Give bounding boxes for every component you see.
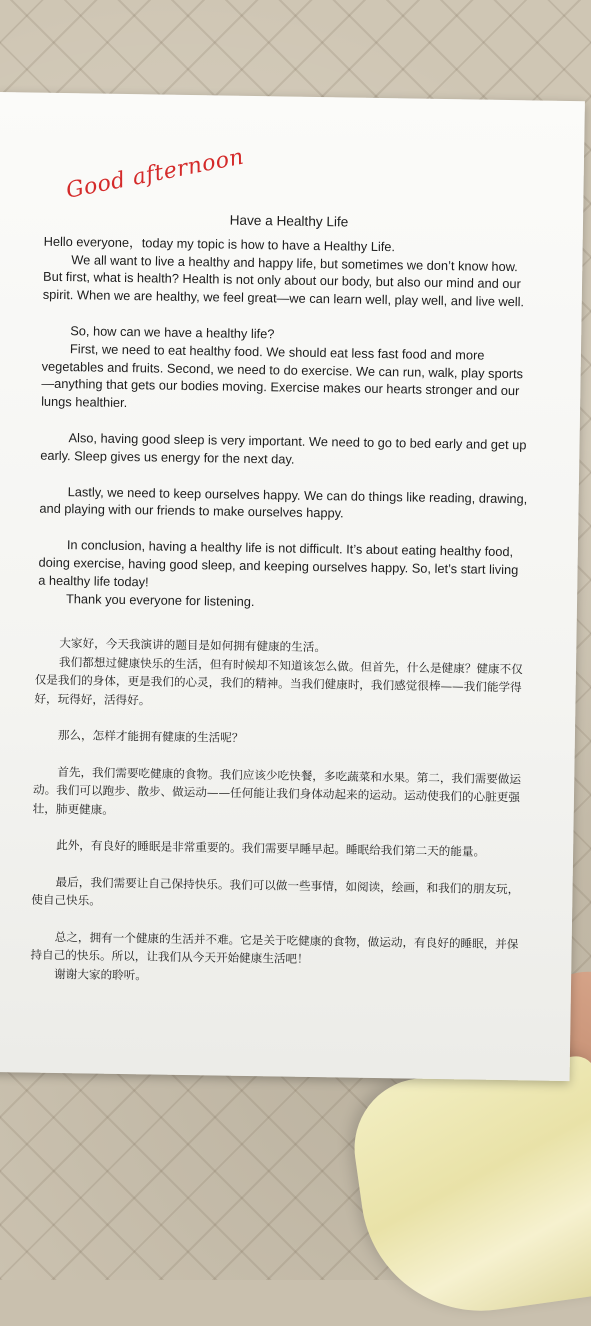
chinese-paragraph: 谢谢大家的聆听。 xyxy=(54,966,148,982)
chinese-paragraph: 大家好，今天我演讲的题目是如何拥有健康的生活。 xyxy=(59,636,327,655)
chinese-paragraph: 此外，有良好的睡眠是非常重要的。我们需要早睡早起。睡眠给我们第二天的能量。 xyxy=(56,837,486,859)
english-speech xyxy=(38,209,534,615)
english-paragraph: Thank you everyone for listening. xyxy=(65,590,255,609)
printed-sheet xyxy=(0,92,585,1081)
chinese-speech xyxy=(30,634,529,991)
english-paragraph: In conclusion, having a healthy life is not difficult. It’s about eating healthy food, doing exercise, having good sleep, and keeping ourselves happy. So, let’s start living a healthy life today! xyxy=(38,537,519,590)
handwritten-greeting: Good afternoon xyxy=(64,144,247,204)
chinese-paragraph: 总之，拥有一个健康的生活并不难。它是关于吃健康的食物，做运动，有良好的睡眠，并保持自己的快乐。所以，让我们从今天开始健康生活吧！ xyxy=(30,929,519,966)
yellow-cloth xyxy=(346,1054,591,1326)
speech-title: Have a Healthy Life xyxy=(229,212,349,230)
english-paragraph: Also, having good sleep is very important. We need to go to bed early and get up early. Sleep gives us energy for the next day. xyxy=(40,430,527,467)
english-paragraph: First, we need to eat healthy food. We should eat less fast food and more vegetables and fruits. Second, we need to do exercise. We can run, walk, play sports—anything that gets our bodies moving. Exercise makes our hearts stronger and our lungs healthier. xyxy=(41,340,524,411)
english-paragraph: Lastly, we need to keep ourselves happy. We can do things like reading, drawing, and playing with our friends to make ourselves happy. xyxy=(39,483,528,521)
english-paragraph: So, how can we have a healthy life? xyxy=(70,323,275,342)
chinese-paragraph: 我们都想过健康快乐的生活，但有时候却不知道该怎么做。但首先，什么是健康？健康不仅仅是我们的身体，更是我们的心灵，我们的精神。当我们健康时，我们感觉很棒——我们能学得好，玩得好，活得好。 xyxy=(34,654,523,707)
english-paragraph: We all want to live a healthy and happy life, but sometimes we don’t know how. But first, what is health? Health is not only about our body, but also our mind and our spirit. When we are healthy, we feel great—we can learn well, play well, and live well. xyxy=(42,251,525,310)
chinese-paragraph: 最后，我们需要让自己保持快乐。我们可以做一些事情，如阅读，绘画，和我们的朋友玩，使自己快乐。 xyxy=(31,874,520,908)
chinese-paragraph: 首先，我们需要吃健康的食物。我们应该少吃快餐，多吃蔬菜和水果。第二，我们需要做运动。我们可以跑步、散步、做运动——任何能让我们身体动起来的运动。运动使我们的心脏更强壮，肺更健康。 xyxy=(32,764,522,817)
chinese-paragraph: 那么，怎样才能拥有健康的生活呢？ xyxy=(57,727,244,745)
english-paragraph: Hello everyone，today my topic is how to have a Healthy Life. xyxy=(43,233,396,255)
